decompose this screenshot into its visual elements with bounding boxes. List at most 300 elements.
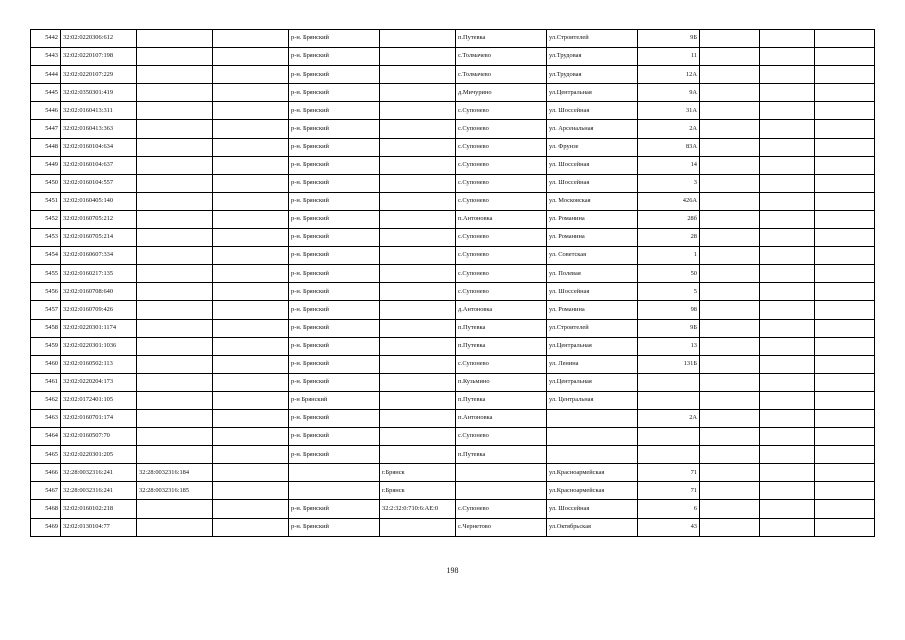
table-cell bbox=[213, 247, 289, 265]
table-cell: ул. Советская bbox=[547, 247, 638, 265]
table-cell bbox=[760, 102, 815, 120]
table-cell: 9Б bbox=[638, 319, 700, 337]
table-cell: 5448 bbox=[31, 138, 61, 156]
table-cell bbox=[815, 120, 875, 138]
table-cell: 5462 bbox=[31, 391, 61, 409]
table-cell: 32:02:0220301:1174 bbox=[61, 319, 137, 337]
table-row bbox=[31, 464, 875, 482]
table-cell bbox=[760, 464, 815, 482]
table-cell: р-н. Брянский bbox=[289, 120, 380, 138]
table-cell bbox=[700, 265, 760, 283]
table-cell: 5451 bbox=[31, 192, 61, 210]
table-cell bbox=[815, 283, 875, 301]
table-row bbox=[31, 283, 875, 301]
table-cell: с.Супонево bbox=[456, 247, 547, 265]
table-cell: 28 bbox=[638, 229, 700, 247]
table-cell bbox=[213, 30, 289, 48]
table-cell: ул. Шоссейная bbox=[547, 174, 638, 192]
table-cell: 32:02:0160701:174 bbox=[61, 409, 137, 427]
table-cell: 2А bbox=[638, 120, 700, 138]
table-cell: ул. Фрунзе bbox=[547, 138, 638, 156]
table-row bbox=[31, 30, 875, 48]
table-cell: 5460 bbox=[31, 355, 61, 373]
table-cell bbox=[815, 355, 875, 373]
table-cell bbox=[815, 301, 875, 319]
table-cell bbox=[213, 120, 289, 138]
table-cell bbox=[213, 409, 289, 427]
table-cell: 2А bbox=[638, 409, 700, 427]
table-cell bbox=[380, 210, 456, 228]
table-cell: 5447 bbox=[31, 120, 61, 138]
table-cell: 32:02:0130104:77 bbox=[61, 518, 137, 536]
table-row bbox=[31, 102, 875, 120]
table-cell: ул.Центральная bbox=[547, 337, 638, 355]
table-cell: с.Супонево bbox=[456, 229, 547, 247]
table-cell: р-н. Брянский bbox=[289, 319, 380, 337]
table-cell bbox=[137, 355, 213, 373]
table-cell: с.Супонево bbox=[456, 138, 547, 156]
table-cell: 9Б bbox=[638, 30, 700, 48]
table-cell bbox=[137, 102, 213, 120]
table-cell bbox=[700, 301, 760, 319]
table-cell bbox=[815, 174, 875, 192]
table-cell: 5457 bbox=[31, 301, 61, 319]
table-cell bbox=[380, 301, 456, 319]
table-cell: 5456 bbox=[31, 283, 61, 301]
table-cell bbox=[380, 265, 456, 283]
table-cell bbox=[380, 30, 456, 48]
table-cell: 32:02:0220107:229 bbox=[61, 66, 137, 84]
table-cell: 32:02:0220301:1036 bbox=[61, 337, 137, 355]
table-cell bbox=[700, 210, 760, 228]
table-cell bbox=[213, 482, 289, 500]
table-cell bbox=[213, 102, 289, 120]
table-cell bbox=[380, 48, 456, 66]
table-cell bbox=[137, 229, 213, 247]
table-cell bbox=[815, 373, 875, 391]
table-cell: 32:28:0032316:241 bbox=[61, 482, 137, 500]
table-cell: р-н. Брянский bbox=[289, 283, 380, 301]
table-cell bbox=[213, 464, 289, 482]
table-cell: п.Кузьмино bbox=[456, 373, 547, 391]
table-cell: 32:02:0160507:70 bbox=[61, 428, 137, 446]
table-row bbox=[31, 174, 875, 192]
table-cell: 32:02:0160708:640 bbox=[61, 283, 137, 301]
table-cell: 11 bbox=[638, 48, 700, 66]
table-cell: р-н. Брянский bbox=[289, 84, 380, 102]
table-cell bbox=[815, 518, 875, 536]
table-cell bbox=[700, 319, 760, 337]
table-cell: ул.Красноармейская bbox=[547, 482, 638, 500]
table-cell: 32:28:0032316:241 bbox=[61, 464, 137, 482]
table-cell bbox=[137, 283, 213, 301]
table-cell bbox=[380, 337, 456, 355]
table-cell: ул. Ленина bbox=[547, 355, 638, 373]
table-cell bbox=[380, 446, 456, 464]
table-cell: р-н. Брянский bbox=[289, 337, 380, 355]
table-cell bbox=[760, 518, 815, 536]
table-row bbox=[31, 482, 875, 500]
table-cell bbox=[380, 102, 456, 120]
table-cell bbox=[638, 373, 700, 391]
table-cell: р-н. Брянский bbox=[289, 102, 380, 120]
table-cell: 5442 bbox=[31, 30, 61, 48]
table-cell: 5449 bbox=[31, 156, 61, 174]
table-cell bbox=[700, 30, 760, 48]
table-cell: д.Мичурино bbox=[456, 84, 547, 102]
table-cell bbox=[760, 229, 815, 247]
table-cell bbox=[700, 48, 760, 66]
table-cell bbox=[815, 84, 875, 102]
table-cell bbox=[700, 229, 760, 247]
table-cell: 131Б bbox=[638, 355, 700, 373]
table-cell bbox=[700, 482, 760, 500]
table-cell: 32:02:0220306:612 bbox=[61, 30, 137, 48]
table-cell bbox=[700, 283, 760, 301]
table-cell bbox=[380, 409, 456, 427]
table-cell bbox=[760, 156, 815, 174]
table-cell bbox=[213, 138, 289, 156]
table-cell: 5454 bbox=[31, 247, 61, 265]
table-cell: р-н. Брянский bbox=[289, 409, 380, 427]
table-cell bbox=[815, 66, 875, 84]
table-cell bbox=[815, 192, 875, 210]
table-cell bbox=[213, 518, 289, 536]
table-cell bbox=[137, 500, 213, 518]
table-cell: 32:02:0160709:426 bbox=[61, 301, 137, 319]
table-cell: 5464 bbox=[31, 428, 61, 446]
table-cell bbox=[137, 84, 213, 102]
table-cell bbox=[137, 247, 213, 265]
table-cell: 5446 bbox=[31, 102, 61, 120]
table-cell: 32:02:0160104:634 bbox=[61, 138, 137, 156]
table-cell: р-н. Брянский bbox=[289, 156, 380, 174]
table-cell bbox=[213, 283, 289, 301]
table-cell bbox=[760, 500, 815, 518]
table-cell bbox=[380, 174, 456, 192]
table-cell: 32:02:0160104:637 bbox=[61, 156, 137, 174]
table-cell: 32:02:0160104:557 bbox=[61, 174, 137, 192]
table-cell: с.Супонево bbox=[456, 500, 547, 518]
table-cell bbox=[137, 337, 213, 355]
table-cell: ул. Шоссейная bbox=[547, 283, 638, 301]
table-cell: р-н. Брянский bbox=[289, 174, 380, 192]
table-cell bbox=[700, 102, 760, 120]
table-cell: 5461 bbox=[31, 373, 61, 391]
table-cell bbox=[137, 373, 213, 391]
table-cell: 5455 bbox=[31, 265, 61, 283]
table-cell bbox=[456, 482, 547, 500]
table-cell bbox=[760, 174, 815, 192]
table-cell bbox=[815, 500, 875, 518]
table-cell: ул. Романина bbox=[547, 301, 638, 319]
table-cell: 83А bbox=[638, 138, 700, 156]
table-cell bbox=[137, 156, 213, 174]
table-cell bbox=[213, 373, 289, 391]
table-cell bbox=[700, 409, 760, 427]
table-row bbox=[31, 409, 875, 427]
table-cell: с.Чернетово bbox=[456, 518, 547, 536]
table-cell: 32:02:0350301:419 bbox=[61, 84, 137, 102]
table-cell bbox=[700, 174, 760, 192]
table-cell bbox=[815, 247, 875, 265]
table-cell bbox=[815, 138, 875, 156]
table-cell bbox=[700, 247, 760, 265]
table-cell bbox=[380, 229, 456, 247]
table-cell: с.Супонево bbox=[456, 265, 547, 283]
table-cell bbox=[380, 138, 456, 156]
table-cell: 5445 bbox=[31, 84, 61, 102]
table-row bbox=[31, 446, 875, 464]
table-cell bbox=[380, 66, 456, 84]
table-cell bbox=[815, 446, 875, 464]
table-cell bbox=[760, 283, 815, 301]
table-cell: р-н. Брянский bbox=[289, 518, 380, 536]
table-cell: 32:02:0172401:105 bbox=[61, 391, 137, 409]
table-cell bbox=[213, 391, 289, 409]
table-cell bbox=[760, 138, 815, 156]
table-cell: 32:2:32:0:710:6:АЕ:0 bbox=[380, 500, 456, 518]
table-cell: с.Супонево bbox=[456, 192, 547, 210]
table-cell: ул.Строителей bbox=[547, 319, 638, 337]
table-cell bbox=[700, 518, 760, 536]
table-cell: с.Супонево bbox=[456, 120, 547, 138]
table-cell: р-н. Брянский bbox=[289, 265, 380, 283]
table-row bbox=[31, 48, 875, 66]
table-cell: р-н. Брянский bbox=[289, 30, 380, 48]
table-cell bbox=[760, 337, 815, 355]
table-cell bbox=[213, 446, 289, 464]
table-cell bbox=[815, 409, 875, 427]
table-cell: 5463 bbox=[31, 409, 61, 427]
table-cell: 32:02:0220204:173 bbox=[61, 373, 137, 391]
table-cell bbox=[547, 428, 638, 446]
table-cell bbox=[700, 428, 760, 446]
table-cell: ул.Октябрьская bbox=[547, 518, 638, 536]
table-cell bbox=[380, 428, 456, 446]
table-cell: 5468 bbox=[31, 500, 61, 518]
table-cell bbox=[815, 48, 875, 66]
table-cell bbox=[380, 156, 456, 174]
table-cell bbox=[213, 210, 289, 228]
table-cell: ул. Шоссейная bbox=[547, 102, 638, 120]
table-cell bbox=[380, 84, 456, 102]
table-cell: 50 bbox=[638, 265, 700, 283]
table-cell: р-н. Брянский bbox=[289, 48, 380, 66]
table-cell bbox=[213, 355, 289, 373]
table-cell bbox=[700, 156, 760, 174]
table-cell bbox=[213, 428, 289, 446]
table-cell bbox=[137, 48, 213, 66]
table-row bbox=[31, 84, 875, 102]
table-cell: р-н. Брянский bbox=[289, 500, 380, 518]
table-cell bbox=[137, 30, 213, 48]
table-cell: 32:02:0220301:205 bbox=[61, 446, 137, 464]
table-cell: р-н Брянский bbox=[289, 391, 380, 409]
table-row bbox=[31, 391, 875, 409]
table-cell: с.Толмачево bbox=[456, 48, 547, 66]
table-cell: с.Супонево bbox=[456, 283, 547, 301]
table-cell: 32:02:0160217:135 bbox=[61, 265, 137, 283]
table-cell: 5467 bbox=[31, 482, 61, 500]
table-cell bbox=[137, 174, 213, 192]
table-cell: 32:02:0160413:363 bbox=[61, 120, 137, 138]
table-cell: п.Путевка bbox=[456, 319, 547, 337]
table-cell bbox=[815, 210, 875, 228]
table-row bbox=[31, 156, 875, 174]
table-cell: п.Путевка bbox=[456, 337, 547, 355]
table-cell: 32:02:0160413:311 bbox=[61, 102, 137, 120]
table-cell bbox=[760, 210, 815, 228]
table-cell bbox=[815, 102, 875, 120]
table-cell: п.Путевка bbox=[456, 30, 547, 48]
table-cell: 32:02:0160705:214 bbox=[61, 229, 137, 247]
table-cell: п.Путевка bbox=[456, 391, 547, 409]
table-cell bbox=[815, 391, 875, 409]
table-cell: ул.Красноармейская bbox=[547, 464, 638, 482]
table-cell: р-н. Брянский bbox=[289, 247, 380, 265]
table-cell: п.Путевка bbox=[456, 446, 547, 464]
table-cell: 6 bbox=[638, 500, 700, 518]
table-row bbox=[31, 210, 875, 228]
table-cell bbox=[213, 174, 289, 192]
table-cell bbox=[213, 66, 289, 84]
table-cell: 98 bbox=[638, 301, 700, 319]
table-cell: п.Антоновка bbox=[456, 210, 547, 228]
table-cell: 5459 bbox=[31, 337, 61, 355]
table-cell: 5 bbox=[638, 283, 700, 301]
table-cell bbox=[760, 301, 815, 319]
table-cell bbox=[137, 138, 213, 156]
table-cell: с.Толмачево bbox=[456, 66, 547, 84]
table-cell bbox=[815, 319, 875, 337]
table-row bbox=[31, 66, 875, 84]
table-cell bbox=[137, 391, 213, 409]
table-cell bbox=[760, 482, 815, 500]
table-cell bbox=[815, 337, 875, 355]
table-cell: г.Брянск bbox=[380, 482, 456, 500]
table-row bbox=[31, 138, 875, 156]
table-row bbox=[31, 319, 875, 337]
table-cell bbox=[760, 319, 815, 337]
table-cell bbox=[760, 120, 815, 138]
table-cell: 32:02:0160607:334 bbox=[61, 247, 137, 265]
table-row bbox=[31, 192, 875, 210]
table-cell bbox=[137, 301, 213, 319]
table-cell bbox=[700, 446, 760, 464]
table-cell bbox=[700, 391, 760, 409]
table-cell: ул. Романина bbox=[547, 229, 638, 247]
table-cell bbox=[137, 265, 213, 283]
table-cell: р-н. Брянский bbox=[289, 229, 380, 247]
table-cell: р-н. Брянский bbox=[289, 192, 380, 210]
table-cell: ул. Центральная bbox=[547, 391, 638, 409]
table-row bbox=[31, 247, 875, 265]
table-cell: 9А bbox=[638, 84, 700, 102]
table-row bbox=[31, 229, 875, 247]
table-cell bbox=[137, 446, 213, 464]
table-cell: ул. Московская bbox=[547, 192, 638, 210]
table-row bbox=[31, 337, 875, 355]
table-row bbox=[31, 265, 875, 283]
table-cell bbox=[213, 156, 289, 174]
table-cell: 5452 bbox=[31, 210, 61, 228]
table-cell bbox=[456, 464, 547, 482]
table-cell: ул.Строителей bbox=[547, 30, 638, 48]
table-cell: р-н. Брянский bbox=[289, 66, 380, 84]
table-cell: 13 bbox=[638, 337, 700, 355]
table-row bbox=[31, 500, 875, 518]
table-cell: с.Супонево bbox=[456, 102, 547, 120]
table-cell bbox=[137, 192, 213, 210]
table-cell bbox=[213, 301, 289, 319]
table-cell: ул.Центральная bbox=[547, 373, 638, 391]
table-cell bbox=[700, 337, 760, 355]
table-cell bbox=[815, 30, 875, 48]
table-cell: р-н. Брянский bbox=[289, 428, 380, 446]
table-cell bbox=[137, 319, 213, 337]
table-cell: 5465 bbox=[31, 446, 61, 464]
table-cell bbox=[700, 138, 760, 156]
table-cell: п.Антоновка bbox=[456, 409, 547, 427]
table-cell bbox=[760, 391, 815, 409]
table-cell: 5453 bbox=[31, 229, 61, 247]
table-cell: 32:28:0032316:184 bbox=[137, 464, 213, 482]
table-cell bbox=[213, 192, 289, 210]
table-cell: р-н. Брянский bbox=[289, 301, 380, 319]
table-cell bbox=[547, 409, 638, 427]
table-cell bbox=[760, 247, 815, 265]
table-cell bbox=[380, 355, 456, 373]
table-cell: 32:02:0160705:212 bbox=[61, 210, 137, 228]
table-cell: с.Супонево bbox=[456, 355, 547, 373]
table-cell bbox=[638, 446, 700, 464]
table-cell: 426А bbox=[638, 192, 700, 210]
table-cell bbox=[289, 482, 380, 500]
table-cell: ул. Шоссейная bbox=[547, 156, 638, 174]
table-cell bbox=[638, 391, 700, 409]
table-cell bbox=[815, 428, 875, 446]
table-cell: 28б bbox=[638, 210, 700, 228]
table-row bbox=[31, 301, 875, 319]
table-cell bbox=[815, 156, 875, 174]
table-cell: 71 bbox=[638, 464, 700, 482]
table-cell bbox=[380, 192, 456, 210]
table-cell: 5450 bbox=[31, 174, 61, 192]
table-cell bbox=[137, 66, 213, 84]
table-cell: г.Брянск bbox=[380, 464, 456, 482]
table-cell: 5444 bbox=[31, 66, 61, 84]
page-number: 198 bbox=[446, 566, 459, 575]
table-cell bbox=[700, 66, 760, 84]
table-cell: 5458 bbox=[31, 319, 61, 337]
table-cell bbox=[760, 355, 815, 373]
table-cell bbox=[213, 229, 289, 247]
table-cell: р-н. Брянский bbox=[289, 446, 380, 464]
table-cell bbox=[700, 373, 760, 391]
table-cell bbox=[137, 210, 213, 228]
table-cell bbox=[700, 120, 760, 138]
table-cell bbox=[380, 120, 456, 138]
table-cell: р-н. Брянский bbox=[289, 373, 380, 391]
table-cell bbox=[760, 84, 815, 102]
table-cell bbox=[380, 373, 456, 391]
table-cell bbox=[213, 337, 289, 355]
table-cell bbox=[700, 500, 760, 518]
table-cell: ул.Трудовая bbox=[547, 66, 638, 84]
table-body bbox=[31, 30, 875, 537]
table-cell bbox=[760, 66, 815, 84]
